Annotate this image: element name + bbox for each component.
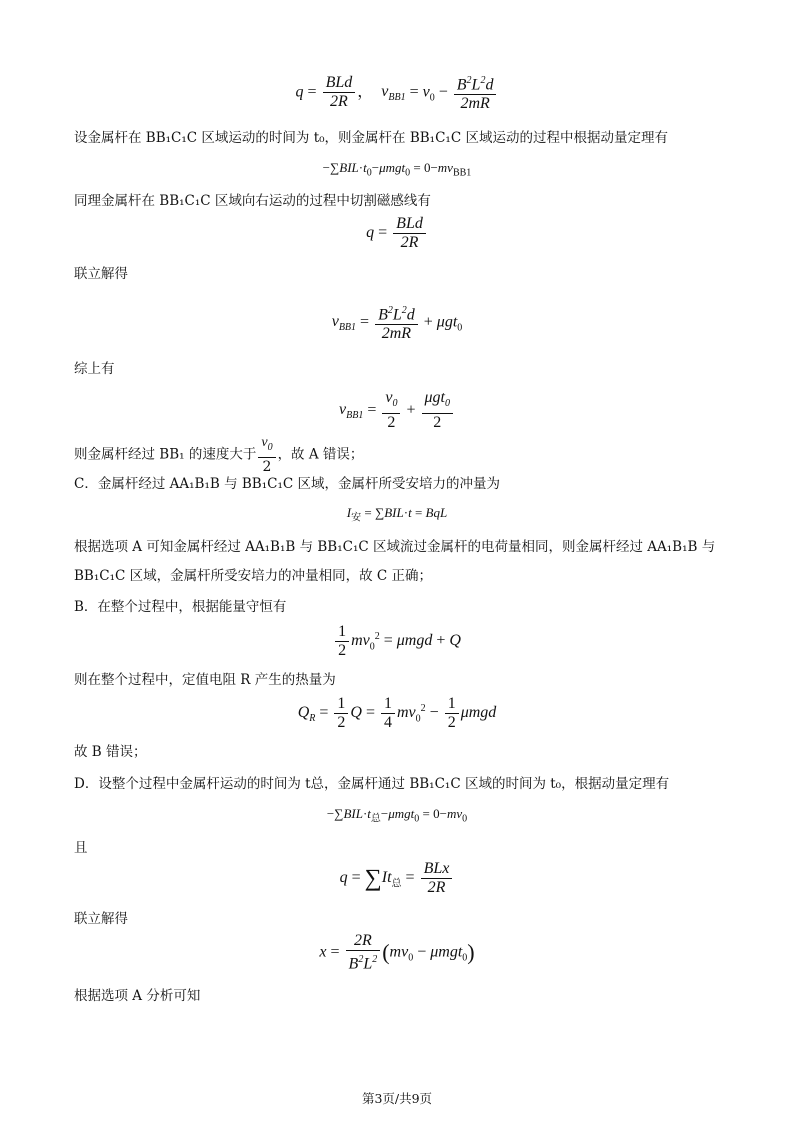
text-line: 根据选项 A 分析可知	[74, 988, 201, 1004]
text-line-with-fraction: 则金属杆经过 BB₁ 的速度大于 $\frac{v_0}{2}$ ，故 A 错误；	[74, 435, 364, 475]
text-line: 设金属杆在 BB₁C₁C 区域运动的时间为 t₀，则金属杆在 BB₁C₁C 区域运动的过程中根据动量定理有	[74, 130, 668, 146]
page-number: 第3页/共9页	[361, 1091, 433, 1106]
equation-total-charge: $q = \sum It_总$ = $\frac{\text{BLx}}{2R}$	[0, 860, 794, 897]
text-line: 综上有	[74, 361, 115, 377]
equation-impulse: $I_安 = \sum BIL\cdot t$ = BqL	[346, 505, 448, 524]
text-line: 则在整个过程中，定值电阻 R 产生的热量为	[74, 672, 336, 688]
equation-momentum-total: $-\sum BIL\cdot t_总-\mu mgt_0 = 0-mv_0$	[326, 806, 468, 825]
text-fragment: ，故 A 错误；	[277, 446, 364, 463]
equation-energy-conservation: $\frac{1}{2}$ $mv_0^2 = \mu mgd + Q$	[0, 623, 794, 660]
equation-velocity-summary: $v_{BB1}$ = $\frac{v_0}{2}$ + $\frac{\mu gt_0}{2}$	[0, 389, 794, 432]
equation-charge: q = $\frac{\text{BLd}}{2R}$	[0, 215, 794, 252]
equation-heat-resistor: $Q_R$ = $\frac{1}{2}$ Q = $\frac{1}{4}$ $mv_0^2$ − $\frac{1}{2}$ μmgd	[297, 695, 497, 731]
text-line: D．设整个过程中金属杆运动的时间为 t总，金属杆通过 BB₁C₁C 区域的时间为 t₀，根据动量定理有	[74, 776, 670, 792]
text-line: 联立解得	[74, 911, 128, 927]
equation-charge-and-velocity: q = $\frac{\text{BLd}}{2R}$ ， $v_{BB1} = v_0$ − $\frac{B^2L^2d}{2mR}$	[0, 72, 794, 113]
equation-velocity-bb1: $v_{BB1}$ = $\frac{B^2L^2d}{2mR}$ + μgt$_0$	[0, 302, 794, 343]
text-line: 且	[74, 840, 88, 856]
text-line: B．在整个过程中，根据能量守恒有	[74, 599, 287, 615]
text-line: C．金属杆经过 AA₁B₁B 与 BB₁C₁C 区域，金属杆所受安培力的冲量为	[74, 476, 500, 492]
text-line: 故 B 错误；	[74, 744, 147, 760]
text-line: 同理金属杆在 BB₁C₁C 区域向右运动的过程中切割磁感线有	[74, 193, 431, 209]
text-line: 联立解得	[74, 266, 128, 282]
text-line: BB₁C₁C 区域，金属杆所受安培力的冲量相同，故 C 正确；	[74, 568, 433, 584]
text-fragment: 则金属杆经过 BB₁ 的速度大于	[74, 446, 257, 463]
text-line: 根据选项 A 可知金属杆经过 AA₁B₁B 与 BB₁C₁C 区域流过金属杆的电荷量相同，则金属杆经过 AA₁B₁B 与	[74, 539, 716, 555]
equation-distance: x = $\frac{2R}{B^2L^2}$ $(mv_0 - \mu mgt_0)$	[319, 932, 475, 973]
equation-momentum-bb1c1c: $-\sum BIL\cdot t_0-\mu mgt_0 = 0-mv_{BB1}$	[322, 160, 472, 179]
